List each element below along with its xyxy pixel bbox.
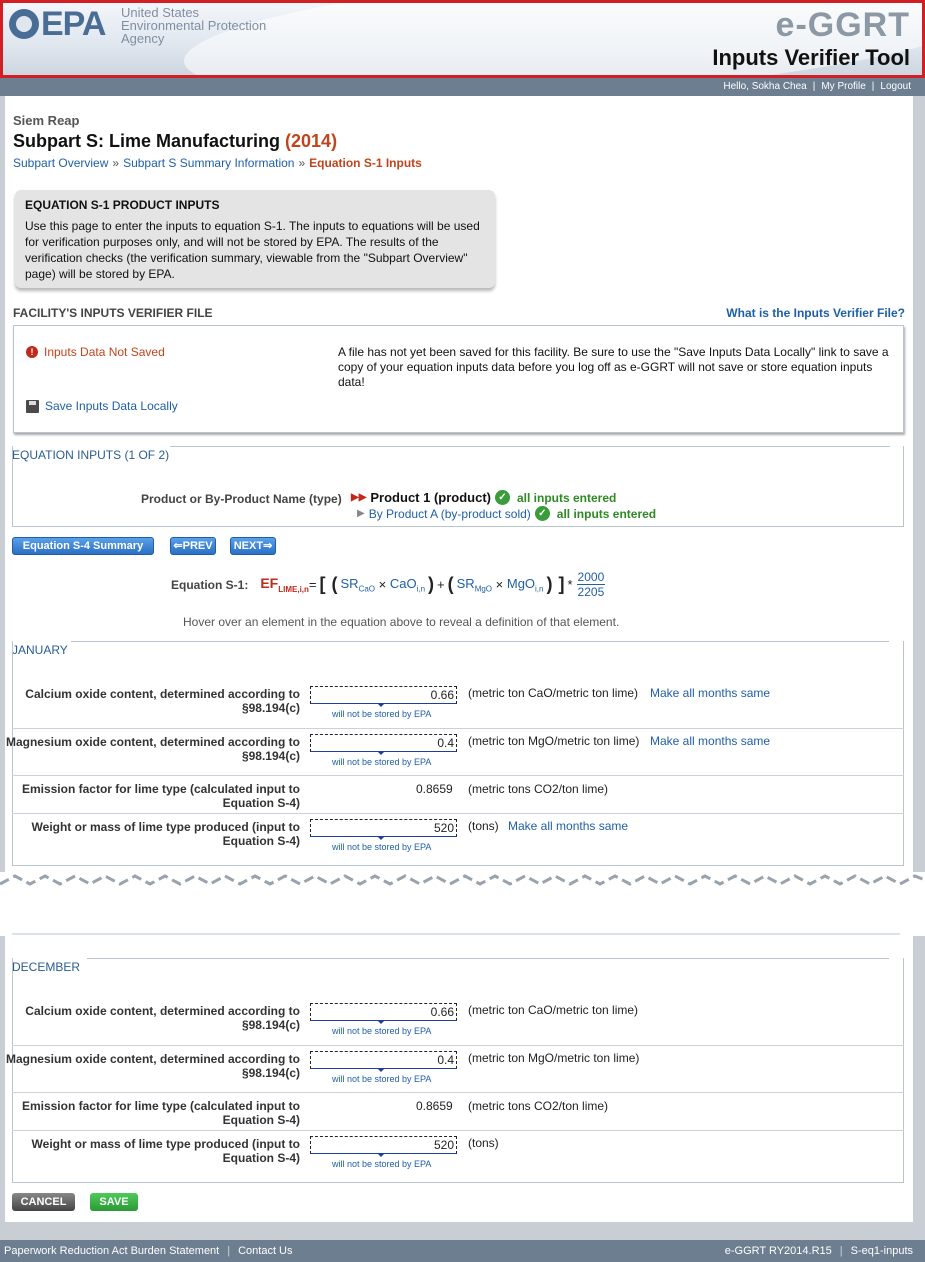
ivf-panel: [13, 325, 904, 433]
not-saved-text: Inputs Data Not Saved: [44, 345, 165, 359]
product-1-status: all inputs entered: [517, 490, 617, 505]
save-button[interactable]: SAVE: [90, 1193, 138, 1211]
ef-row: [12, 776, 904, 814]
eq-cao-term[interactable]: [390, 576, 425, 594]
page-title-text: Subpart S: Lime Manufacturing: [13, 131, 281, 151]
product-item-1[interactable]: [351, 490, 616, 505]
eq-denominator: 2205: [577, 585, 605, 599]
weight-unit: (tons): [468, 819, 499, 833]
product-title: e-GGRT: [775, 6, 910, 44]
mgo-row: [5, 729, 904, 776]
agency-line-1: United States: [121, 5, 200, 20]
not-stored-note: will not be stored by EPA: [332, 757, 432, 767]
weight-value: 520: [433, 821, 454, 835]
user-bar: Hello, Sokha Chea | My Profile | Logout: [0, 78, 925, 96]
eq-ef-text: EF: [260, 575, 279, 592]
mgo-label: Magnesium oxide content, determined according to §98.194(c): [5, 735, 300, 763]
cao-input[interactable]: [310, 686, 457, 704]
eq-sr-mgo-term[interactable]: [457, 576, 492, 594]
mgo-value: 0.4: [437, 736, 454, 750]
eq-numerator: 2000: [577, 570, 605, 584]
breadcrumb: [13, 156, 422, 170]
not-stored-note: will not be stored by EPA: [332, 709, 432, 719]
eq-sr-cao-sub: CaO: [358, 584, 376, 594]
check-icon: ✓: [535, 506, 550, 521]
weight-value: 520: [433, 1138, 454, 1152]
not-stored-note: will not be stored by EPA: [332, 1074, 432, 1084]
epa-logo[interactable]: [9, 7, 105, 41]
arrow-right-icon: ▶: [357, 508, 365, 519]
next-label: NEXT: [233, 540, 264, 552]
ivf-message: A file has not yet been saved for this facility. Be sure to use the "Save Inputs Data Locally" link to save a copy of your equation inputs data before you log off as e-GGRT will not save or store equation inputs data!: [338, 345, 889, 389]
torn-edge-graphic: [0, 872, 925, 936]
product-item-2[interactable]: [357, 506, 656, 521]
eq-mgo-term[interactable]: [507, 576, 544, 594]
equation-s1: Equation S-1: $EF_{LIME,i,n}$ = [ ( $SR_{CaO}$ × CaO$_{i,n}$ ) + ( $SR_{MgO}$ × MgO$_{i,n}$ ) ] * $\frac{2000}{2205}$: [171, 570, 605, 599]
mgo-value: 0.4: [437, 1053, 454, 1067]
cao-row: [12, 676, 904, 729]
agency-line-3: Agency: [121, 31, 165, 46]
facility-name: Siem Reap: [13, 113, 80, 128]
info-box: [15, 190, 495, 288]
tool-title: Inputs Verifier Tool: [712, 45, 910, 70]
user-greeting: Hello, Sokha Chea: [723, 81, 807, 92]
save-locally-link[interactable]: [26, 399, 178, 413]
breadcrumb-current: Equation S-1 Inputs: [309, 156, 422, 170]
weight-label: Weight or mass of lime type produced (input to Equation S-4): [31, 1137, 300, 1165]
cao-unit: (metric ton CaO/metric ton lime): [468, 686, 639, 700]
mgo-unit: (metric ton MgO/metric ton lime): [468, 1051, 640, 1065]
save-locally-text[interactable]: Save Inputs Data Locally: [45, 399, 178, 413]
eq-mgo-text: MgO: [506, 575, 536, 591]
product-2-status: all inputs entered: [556, 506, 657, 521]
eq-mgo-sub: i,n: [535, 584, 544, 594]
eq-ef-term[interactable]: [260, 575, 309, 594]
ivf-help-link[interactable]: What is the Inputs Verifier File?: [726, 306, 905, 320]
equation-inputs-legend: EQUATION INPUTS (1 OF 2): [12, 448, 170, 462]
mgo-row: [5, 1046, 904, 1093]
mgo-input[interactable]: [310, 1051, 457, 1069]
floppy-disk-icon: [26, 400, 39, 413]
contact-us-link[interactable]: Contact Us: [238, 1245, 293, 1257]
prev-label: PREV: [182, 540, 213, 552]
my-profile-link[interactable]: My Profile: [821, 81, 866, 92]
site-footer: Paperwork Reduction Act Burden Statement | Contact Us e-GGRT RY2014.R15 | S-eq1-inputs: [0, 1240, 925, 1262]
epa-wordmark: EPA: [41, 5, 106, 43]
ivf-section-title: FACILITY'S INPUTS VERIFIER FILE: [13, 306, 213, 320]
ef-label: Emission factor for lime type (calculated input to Equation S-4): [21, 782, 300, 810]
mgo-label: Magnesium oxide content, determined according to §98.194(c): [5, 1052, 300, 1080]
eq-conversion-fraction[interactable]: [577, 570, 606, 599]
product-1-name: Product 1 (product): [370, 490, 491, 505]
info-body: Use this page to enter the inputs to equation S-1. The inputs to equations will be used for verification purposes only, and will not be stored by EPA. The results of the verification checks (the verification summary, viewable from the "Subpart Overview" page) will be stored by EPA.: [25, 219, 480, 281]
mgo-unit: (metric ton MgO/metric ton lime): [468, 734, 640, 748]
eq-sr-mgo-sub: MgO: [474, 584, 493, 594]
ef-unit: (metric tons CO2/ton lime): [468, 782, 609, 796]
ef-unit: (metric tons CO2/ton lime): [468, 1099, 609, 1113]
eq-sr-mgo-text: SR: [456, 575, 475, 591]
month-legend-december: DECEMBER: [12, 960, 81, 974]
version-label: e-GGRT RY2014.R15: [724, 1245, 832, 1257]
page-break: [0, 872, 925, 936]
eq-sr-cao-text: SR: [340, 575, 359, 591]
eq-ef-sub: LIME,i,n: [278, 584, 309, 594]
prev-button[interactable]: ⇐PREV: [170, 537, 216, 555]
breadcrumb-subpart-overview[interactable]: Subpart Overview: [13, 156, 109, 170]
equation-label: Equation S-1:: [171, 577, 249, 592]
next-button[interactable]: NEXT⇒: [230, 537, 276, 555]
make-all-months-same-link[interactable]: Make all months same: [650, 734, 771, 748]
month-legend-january: JANUARY: [12, 643, 68, 657]
weight-label: Weight or mass of lime type produced (input to Equation S-4): [31, 820, 300, 848]
page-title: [13, 131, 337, 152]
equation-hint: Hover over an element in the equation above to reveal a definition of that element.: [183, 615, 620, 629]
not-saved-status: [26, 345, 165, 359]
breadcrumb-separator: »: [112, 156, 120, 170]
make-all-months-same-link[interactable]: Make all months same: [508, 819, 629, 833]
product-2-name[interactable]: By Product A (by-product sold): [368, 506, 531, 521]
mgo-input[interactable]: [310, 734, 457, 752]
not-stored-note: will not be stored by EPA: [332, 1159, 432, 1169]
weight-row: [12, 814, 904, 863]
weight-input[interactable]: [310, 1136, 457, 1154]
product-name-label: Product or By-Product Name (type): [141, 492, 342, 506]
weight-row: [12, 1131, 904, 1180]
cao-value: 0.66: [430, 688, 454, 702]
epa-flower-icon: [9, 9, 39, 39]
info-heading: EQUATION S-1 PRODUCT INPUTS: [25, 198, 220, 212]
breadcrumb-separator: »: [298, 156, 306, 170]
site-header: [0, 0, 925, 78]
make-all-months-same-link[interactable]: Make all months same: [650, 686, 771, 700]
cao-label: Calcium oxide content, determined according to §98.194(c): [25, 687, 300, 715]
warning-icon: !: [26, 346, 38, 358]
not-stored-note: will not be stored by EPA: [332, 842, 432, 852]
main-content: [5, 96, 913, 1222]
cao-label: Calcium oxide content, determined according to §98.194(c): [25, 1004, 300, 1032]
weight-input[interactable]: [310, 819, 457, 837]
double-arrow-icon: ▶▶: [351, 492, 367, 503]
paperwork-link[interactable]: Paperwork Reduction Act Burden Statement: [4, 1245, 220, 1257]
cancel-button[interactable]: CANCEL: [12, 1193, 75, 1211]
cao-row: [12, 993, 904, 1046]
breadcrumb-summary-info[interactable]: Subpart S Summary Information: [123, 156, 295, 170]
check-icon: ✓: [495, 490, 510, 505]
not-stored-note: will not be stored by EPA: [332, 1026, 432, 1036]
eq-cao-text: CaO: [389, 575, 417, 591]
logout-link[interactable]: Logout: [880, 81, 911, 92]
equation-s4-summary-button[interactable]: Equation S-4 Summary: [12, 537, 154, 555]
reporting-year: (2014): [285, 131, 338, 151]
eq-sr-cao-term[interactable]: [341, 576, 376, 594]
ef-label: Emission factor for lime type (calculated input to Equation S-4): [21, 1099, 300, 1127]
ef-value: 0.8659: [416, 1099, 453, 1113]
ef-value: 0.8659: [416, 782, 453, 796]
agency-line-2: Environmental Protection: [121, 18, 267, 33]
cao-unit: (metric ton CaO/metric ton lime): [468, 1003, 639, 1017]
cao-input[interactable]: [310, 1003, 457, 1021]
agency-name: [121, 6, 266, 45]
eq-cao-sub: i,n: [416, 584, 426, 594]
ef-row: [12, 1093, 904, 1131]
page-id-label: S-eq1-inputs: [850, 1245, 913, 1257]
cao-value: 0.66: [430, 1005, 454, 1019]
weight-unit: (tons): [468, 1136, 499, 1150]
